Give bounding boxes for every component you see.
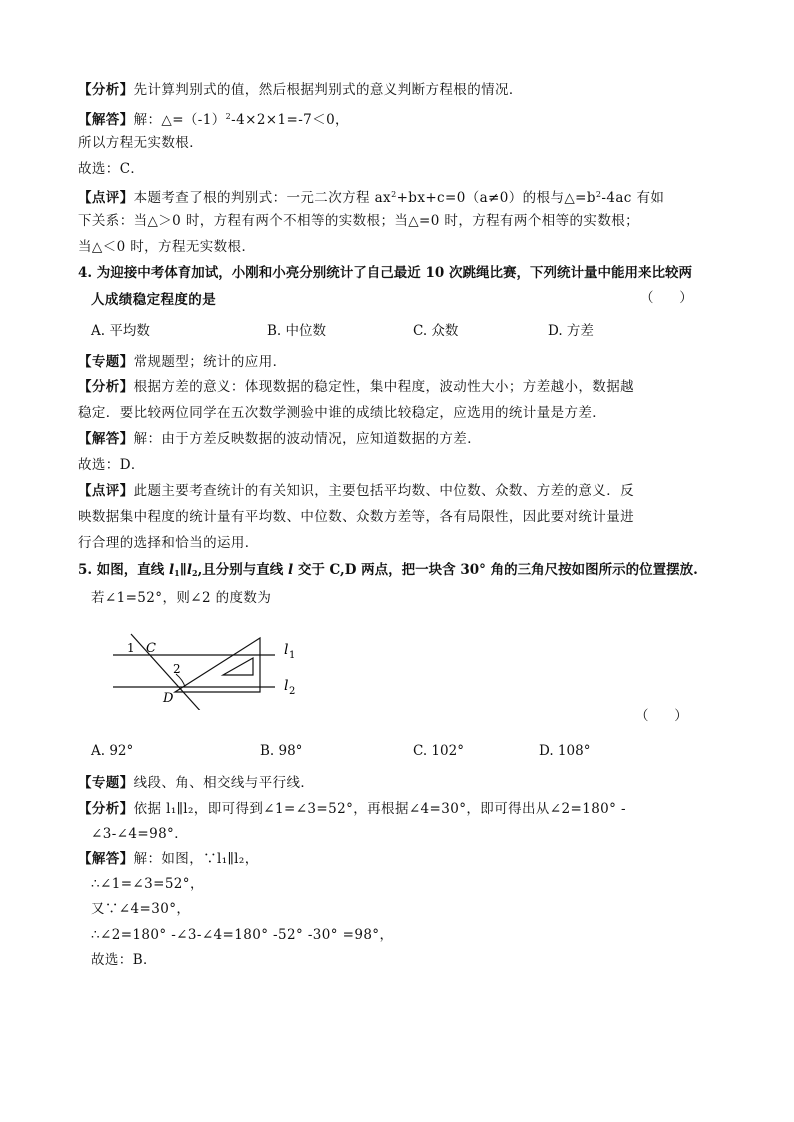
q4-analysis-line2: 稳定．要比较两位同学在五次数学测验中谁的成绩比较稳定，应选用的统计量是方差． xyxy=(78,405,607,421)
q5-figure xyxy=(105,630,305,710)
line2-label: l xyxy=(284,678,289,694)
q4-topic xyxy=(78,352,718,372)
q5-analysis-tag: 【分析】 xyxy=(78,801,134,817)
q5-answer-paren: （ ） xyxy=(635,708,688,724)
q4-option-c: C. 众数 xyxy=(413,323,459,339)
q5-answer-text: 解：如图，∵l₁∥l₂， xyxy=(133,851,259,867)
q5-answer-line2: ∴∠1=∠3=52°， xyxy=(91,876,204,892)
q4-topic-text: 常规题型；统计的应用． xyxy=(133,354,287,370)
q5-answer xyxy=(78,849,718,869)
q4-answer-text: 解：由于方差反映数据的波动情况，应知道数据的方差． xyxy=(133,431,482,447)
q3-comment-sup1: 2 xyxy=(391,190,397,199)
q4-choice: 故选：D． xyxy=(78,457,145,473)
q3-analysis-tag: 【分析】 xyxy=(78,82,134,98)
q5-stem-l3: l xyxy=(288,562,294,578)
q4-answer xyxy=(78,429,718,449)
q5-option-a: A. 92° xyxy=(91,743,134,759)
q5-stem-parallel: ∥ xyxy=(179,562,187,578)
angle2-label: 2 xyxy=(173,662,181,676)
q5-answer-line3: 又∵∠4=30°， xyxy=(91,901,191,917)
q4-comment-tag: 【点评】 xyxy=(78,483,134,499)
q5-answer-tag: 【解答】 xyxy=(78,851,134,867)
q4-analysis xyxy=(78,377,718,397)
q4-analysis-text: 根据方差的意义：体现数据的稳定性，集中程度，波动性大小；方差越小，数据越 xyxy=(133,379,635,395)
q5-topic xyxy=(78,773,718,793)
point-c-label: C xyxy=(146,641,156,656)
line1-label: l xyxy=(284,642,289,658)
q4-stem-line2: 人成绩稳定程度的是 xyxy=(91,292,217,308)
q5-choice: 故选：B． xyxy=(91,952,157,968)
q3-answer-post: -4×2×1=-7＜0， xyxy=(231,112,349,128)
q4-answer-paren: （ ） xyxy=(640,290,693,306)
q5-stem-a: 5. 如图，直线 xyxy=(78,562,169,578)
q4-stem-line1: 4. 为迎接中考体育加试，小刚和小亮分别统计了自己最近 10 次跳绳比赛，下列统计量中能用来比较两 xyxy=(78,265,692,281)
q3-answer xyxy=(78,107,718,130)
point-d-label: D xyxy=(163,691,174,706)
angle1-label: 1 xyxy=(127,641,135,655)
q5-stem-sub2: 2 xyxy=(192,568,198,578)
q5-stem-l1: l xyxy=(169,562,175,578)
q5-stem-c: 交于 C,D 两点，把一块含 30° 角的三角尺按如图所示的位置摆放. xyxy=(293,562,698,578)
q5-answer-line4: ∴∠2=180° -∠3-∠4=180° -52° -30° =98°， xyxy=(91,927,394,943)
q5-stem-line2: 若∠1=52°，则∠2 的度数为 xyxy=(91,590,272,606)
q3-choice: 故选：C． xyxy=(78,161,145,177)
q3-comment-line3: 当△＜0 时，方程无实数根． xyxy=(78,239,256,255)
q3-analysis-text: 先计算判别式的值，然后根据判别式的意义判断方程根的情况． xyxy=(133,82,523,98)
q5-topic-tag: 【专题】 xyxy=(78,775,134,791)
q3-comment-b: +bx+c=0（a≠0）的根与△=b xyxy=(396,190,596,206)
q5-analysis xyxy=(78,799,718,819)
q3-answer-line2: 所以方程无实数根． xyxy=(78,135,204,151)
triangle-outer xyxy=(175,638,260,692)
q4-topic-tag: 【专题】 xyxy=(78,354,134,370)
q4-option-b: B. 中位数 xyxy=(267,323,327,339)
q4-analysis-tag: 【分析】 xyxy=(78,379,134,395)
q3-answer-sup: 2 xyxy=(225,112,232,121)
q4-option-a: A. 平均数 xyxy=(91,323,150,339)
q5-stem-b: ,且分别与直线 xyxy=(197,562,288,578)
q5-option-d: D. 108° xyxy=(539,743,591,759)
q5-option-b: B. 98° xyxy=(260,743,303,759)
q3-comment-tag: 【点评】 xyxy=(78,190,134,206)
q5-stem-l2: l xyxy=(186,562,193,578)
q5-stem-line1 xyxy=(78,560,718,583)
q3-comment-a: 本题考查了根的判别式：一元二次方程 ax xyxy=(133,190,392,206)
q5-stem-sub1: 1 xyxy=(174,568,180,578)
q4-comment-text: 此题主要考查统计的有关知识，主要包括平均数、中位数、众数、方差的意义．反 xyxy=(133,483,635,499)
q5-analysis-line2: ∠3-∠4=98°． xyxy=(91,826,189,842)
q4-option-d: D. 方差 xyxy=(548,323,594,339)
q3-comment xyxy=(78,185,718,208)
q3-comment-c: -4ac 有如 xyxy=(601,190,665,206)
q4-comment xyxy=(78,481,718,501)
q5-option-c: C. 102° xyxy=(413,743,464,759)
q4-comment-line3: 行合理的选择和恰当的运用． xyxy=(78,535,259,551)
q5-analysis-text: 依据 l₁∥l₂，即可得到∠1=∠3=52°，再根据∠4=30°，即可得出从∠2=180° - xyxy=(133,801,626,817)
q4-answer-tag: 【解答】 xyxy=(78,431,134,447)
q5-figure-svg xyxy=(105,630,305,710)
line2-sub: 2 xyxy=(289,686,296,697)
q3-comment-line2: 下关系：当△＞0 时，方程有两个不相等的实数根；当△=0 时，方程有两个相等的实数根； xyxy=(78,213,640,229)
triangle-inner xyxy=(223,658,253,675)
q3-answer-tag: 【解答】 xyxy=(78,112,134,128)
q3-analysis xyxy=(78,80,718,100)
q4-comment-line2: 映数据集中程度的统计量有平均数、中位数、众数方差等，各有局限性，因此要对统计量进 xyxy=(78,509,634,525)
q5-topic-text: 线段、角、相交线与平行线． xyxy=(133,775,315,791)
q3-answer-pre: 解：△=（-1） xyxy=(133,112,226,128)
q3-comment-sup2: 2 xyxy=(595,190,602,199)
line1-sub: 1 xyxy=(289,650,296,661)
